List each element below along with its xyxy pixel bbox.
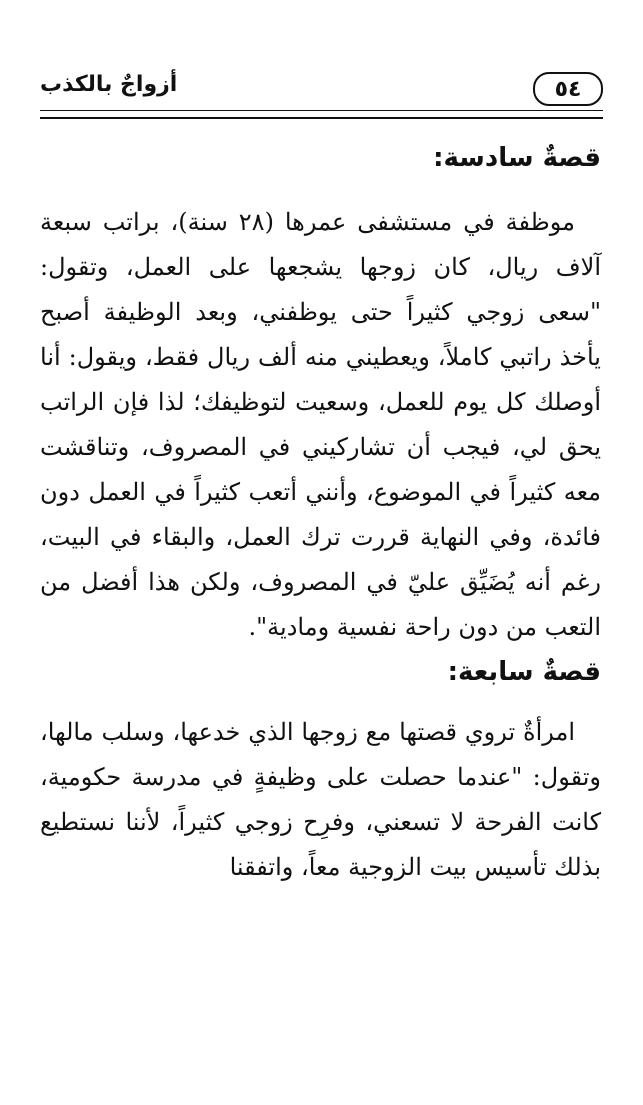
page-body	[40, 130, 601, 890]
story-six-paragraph: موظفة في مستشفى عمرها (٢٨ سنة)، براتب سبعة آلاف ريال، كان زوجها يشجعها على العمل، وتقول: "سعى زوجي كثيراً حتى يوظفني، وبعد الوظيفة أصبح يأخذ راتبي كاملاً، ويعطيني منه ألف ريال فقط، ويقول: أنا أوصلك كل يوم للعمل، وسعيت لتوظيفك؛ لذا فإن الراتب يحق لي، فيجب أن تشاركيني في المصروف، وتناقشت معه كثيراً في الموضوع، وأنني أتعب كثيراً في العمل دون فائدة، وفي النهاية قررت ترك العمل، والبقاء في البيت، رغم أنه يُضَيِّق عليّ في المصروف، ولكن هذا أفضل من التعب من دون راحة نفسية ومادية".	[40, 208, 601, 641]
header-double-rule	[40, 110, 603, 119]
book-title: أزواجٌ بالكذب	[40, 72, 178, 97]
story-seven-heading: قصةٌ سابعة:	[447, 657, 601, 687]
story-six-heading: قصةٌ سادسة:	[433, 143, 601, 173]
page-number: ٥٤	[533, 72, 603, 106]
story-seven-paragraph: امرأةٌ تروي قصتها مع زوجها الذي خدعها، وسلب مالها، وتقول: "عندما حصلت على وظيفةٍ في مدرسة حكومية، كانت الفرحة لا تسعني، وفرِح زوجي كثيراً، لأننا نستطيع بذلك تأسيس بيت الزوجية معاً، واتفقنا	[40, 718, 601, 881]
running-header	[40, 70, 603, 112]
